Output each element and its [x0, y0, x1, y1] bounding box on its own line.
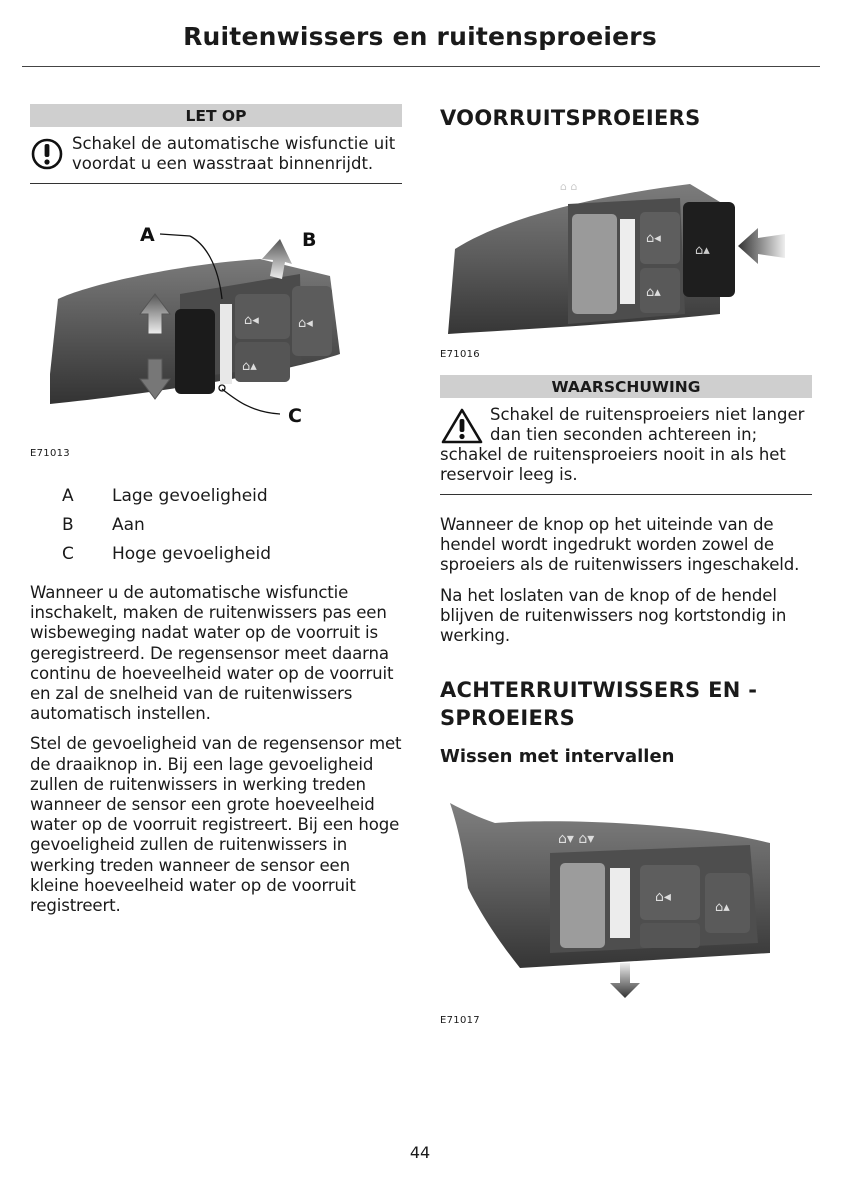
callout-b: B [302, 229, 317, 251]
title-divider [22, 66, 820, 67]
legend-item-c: C Hoge gevoeligheid [62, 544, 271, 564]
svg-text:⌂▴: ⌂▴ [715, 900, 730, 916]
svg-text:⌂◂: ⌂◂ [298, 316, 313, 331]
stalk-figure-rear-wiper [440, 803, 812, 1033]
section-heading-windscreen-washers: VOORRUITSPROEIERS [440, 106, 701, 130]
paragraph: Wanneer de knop op het uiteinde van de hendel wordt ingedrukt worden zowel de sproeiers als de ruitenwissers ingeschakeld. [440, 515, 800, 575]
legend-list [30, 482, 402, 569]
page-number: 44 [409, 1143, 431, 1162]
figure-code: E71016 [440, 349, 480, 360]
stalk-figure-sensitivity [30, 204, 402, 474]
right-column [440, 104, 812, 1033]
caution-text: Schakel de automatische wisfunctie uit voordat u een wasstraat binnenrijdt. [72, 134, 396, 173]
warning-text: Schakel de ruitensproeiers niet langer dan tien seconden achtereen in; schakel de ruitensproeiers nooit in als het reservoir leeg is. [440, 405, 805, 484]
svg-text:⌂▾ ⌂▾: ⌂▾ ⌂▾ [558, 831, 595, 848]
warning-box [440, 398, 812, 495]
warning-label: WAARSCHUWING [440, 375, 812, 398]
stalk-figure-washer [440, 184, 812, 362]
page-title: Ruitenwissers en ruitensproeiers [183, 22, 657, 51]
section-heading-rear-wipers: ACHTERRUITWISSERS EN - SPROEIERS [440, 678, 758, 731]
warning-triangle-icon [440, 407, 484, 445]
paragraph: Wanneer u de automatische wisfunctie inschakelt, maken de ruitenwissers pas een wisbeweging nadat water op de voorruit is geregistreerd. De regensensor meet daarna continu de hoeveelheid water op de voorruit en zal de snelheid van de ruitenwissers automatisch instellen. [30, 583, 394, 724]
exclamation-circle-icon [30, 136, 70, 172]
svg-text:⌂ ⌂: ⌂ ⌂ [560, 184, 578, 193]
svg-text:⌂◂: ⌂◂ [244, 313, 259, 328]
subheading-intermittent-wipe: Wissen met intervallen [440, 746, 675, 768]
svg-text:⌂◂: ⌂◂ [655, 889, 671, 906]
callout-c: C [288, 405, 302, 427]
paragraph: Stel de gevoeligheid van de regensensor met de draaiknop in. Bij een lage gevoeligheid zullen de ruitenwissers in werking treden wanneer de sensor een grote hoeveelheid water op de voorruit registreert. Bij een hoge gevoeligheid zullen de ruitenwissers in werking treden wanneer de sensor een kleine hoeveelheid water op de voorruit registreert. [30, 734, 402, 916]
legend-item-a: A Lage gevoeligheid [62, 486, 268, 506]
wiper-stalk-illustration [30, 204, 402, 454]
left-column [30, 104, 402, 916]
paragraph: Na het loslaten van de knop of de hendel blijven de ruitenwissers nog kortstondig in werking. [440, 585, 787, 646]
callout-a: A [140, 224, 155, 246]
washer-stalk-illustration [440, 184, 812, 349]
svg-text:⌂▴: ⌂▴ [695, 243, 710, 258]
rear-wiper-stalk-illustration [440, 803, 812, 1013]
svg-text:⌂▴: ⌂▴ [646, 285, 661, 300]
legend-item-b: B Aan [62, 515, 145, 535]
caution-box [30, 127, 402, 184]
svg-text:⌂▴: ⌂▴ [242, 359, 257, 374]
figure-code: E71017 [440, 1015, 480, 1027]
svg-text:⌂◂: ⌂◂ [646, 231, 661, 246]
caution-label: LET OP [30, 104, 402, 127]
figure-code: E71013 [30, 448, 70, 459]
